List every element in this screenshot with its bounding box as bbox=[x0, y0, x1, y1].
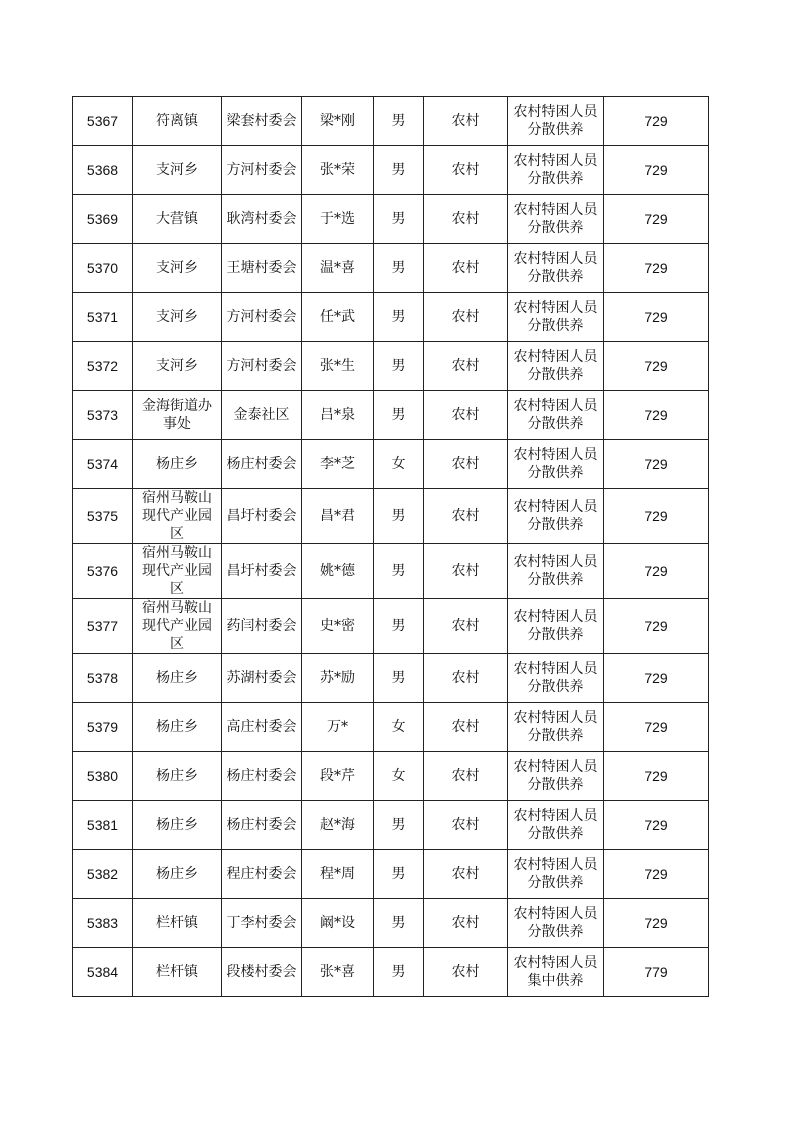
amount-cell: 729 bbox=[604, 489, 709, 544]
area-cell: 农村 bbox=[424, 654, 508, 703]
table-row bbox=[73, 244, 709, 293]
amount-cell: 779 bbox=[604, 948, 709, 997]
village-cell: 方河村委会 bbox=[222, 146, 302, 195]
support-type-cell: 农村特困人员分散供养 bbox=[508, 342, 604, 391]
name-cell: 张*生 bbox=[302, 342, 374, 391]
record-id: 5380 bbox=[73, 752, 133, 801]
name-cell: 阚*设 bbox=[302, 899, 374, 948]
amount-cell: 729 bbox=[604, 342, 709, 391]
support-type-cell: 农村特困人员分散供养 bbox=[508, 195, 604, 244]
table-row bbox=[73, 97, 709, 146]
town-cell: 宿州马鞍山现代产业园区 bbox=[133, 544, 222, 599]
support-type-cell: 农村特困人员分散供养 bbox=[508, 801, 604, 850]
record-id: 5376 bbox=[73, 544, 133, 599]
name-cell: 于*选 bbox=[302, 195, 374, 244]
gender-cell: 男 bbox=[374, 948, 424, 997]
name-cell: 万* bbox=[302, 703, 374, 752]
town-cell: 杨庄乡 bbox=[133, 440, 222, 489]
town-cell: 支河乡 bbox=[133, 146, 222, 195]
town-cell: 杨庄乡 bbox=[133, 654, 222, 703]
village-cell: 王塘村委会 bbox=[222, 244, 302, 293]
name-cell: 梁*刚 bbox=[302, 97, 374, 146]
table-row bbox=[73, 654, 709, 703]
amount-cell: 729 bbox=[604, 146, 709, 195]
table-row bbox=[73, 752, 709, 801]
town-cell: 大营镇 bbox=[133, 195, 222, 244]
amount-cell: 729 bbox=[604, 850, 709, 899]
gender-cell: 男 bbox=[374, 195, 424, 244]
gender-cell: 男 bbox=[374, 146, 424, 195]
area-cell: 农村 bbox=[424, 342, 508, 391]
gender-cell: 男 bbox=[374, 599, 424, 654]
table-row bbox=[73, 195, 709, 244]
town-cell: 杨庄乡 bbox=[133, 850, 222, 899]
name-cell: 吕*泉 bbox=[302, 391, 374, 440]
support-type-cell: 农村特困人员分散供养 bbox=[508, 850, 604, 899]
area-cell: 农村 bbox=[424, 146, 508, 195]
gender-cell: 男 bbox=[374, 244, 424, 293]
table-row bbox=[73, 599, 709, 654]
table-row bbox=[73, 703, 709, 752]
town-cell: 金海街道办事处 bbox=[133, 391, 222, 440]
table-row bbox=[73, 850, 709, 899]
village-cell: 丁李村委会 bbox=[222, 899, 302, 948]
amount-cell: 729 bbox=[604, 801, 709, 850]
name-cell: 张*喜 bbox=[302, 948, 374, 997]
village-cell: 方河村委会 bbox=[222, 342, 302, 391]
town-cell: 杨庄乡 bbox=[133, 752, 222, 801]
area-cell: 农村 bbox=[424, 801, 508, 850]
village-cell: 方河村委会 bbox=[222, 293, 302, 342]
area-cell: 农村 bbox=[424, 293, 508, 342]
area-cell: 农村 bbox=[424, 703, 508, 752]
table-row bbox=[73, 293, 709, 342]
area-cell: 农村 bbox=[424, 599, 508, 654]
area-cell: 农村 bbox=[424, 899, 508, 948]
area-cell: 农村 bbox=[424, 440, 508, 489]
area-cell: 农村 bbox=[424, 391, 508, 440]
town-cell: 栏杆镇 bbox=[133, 899, 222, 948]
town-cell: 杨庄乡 bbox=[133, 801, 222, 850]
amount-cell: 729 bbox=[604, 244, 709, 293]
gender-cell: 男 bbox=[374, 391, 424, 440]
amount-cell: 729 bbox=[604, 97, 709, 146]
village-cell: 段楼村委会 bbox=[222, 948, 302, 997]
name-cell: 李*芝 bbox=[302, 440, 374, 489]
name-cell: 任*武 bbox=[302, 293, 374, 342]
record-id: 5369 bbox=[73, 195, 133, 244]
village-cell: 杨庄村委会 bbox=[222, 752, 302, 801]
name-cell: 苏*励 bbox=[302, 654, 374, 703]
table-row bbox=[73, 801, 709, 850]
record-id: 5384 bbox=[73, 948, 133, 997]
record-id: 5378 bbox=[73, 654, 133, 703]
village-cell: 金泰社区 bbox=[222, 391, 302, 440]
support-type-cell: 农村特困人员分散供养 bbox=[508, 391, 604, 440]
support-type-cell: 农村特困人员分散供养 bbox=[508, 97, 604, 146]
gender-cell: 男 bbox=[374, 342, 424, 391]
town-cell: 支河乡 bbox=[133, 244, 222, 293]
gender-cell: 女 bbox=[374, 703, 424, 752]
village-cell: 梁套村委会 bbox=[222, 97, 302, 146]
gender-cell: 男 bbox=[374, 654, 424, 703]
amount-cell: 729 bbox=[604, 654, 709, 703]
record-id: 5368 bbox=[73, 146, 133, 195]
name-cell: 赵*海 bbox=[302, 801, 374, 850]
name-cell: 史*密 bbox=[302, 599, 374, 654]
record-id: 5367 bbox=[73, 97, 133, 146]
table-row bbox=[73, 391, 709, 440]
gender-cell: 男 bbox=[374, 850, 424, 899]
table-row bbox=[73, 440, 709, 489]
name-cell: 温*喜 bbox=[302, 244, 374, 293]
town-cell: 宿州马鞍山现代产业园区 bbox=[133, 599, 222, 654]
amount-cell: 729 bbox=[604, 703, 709, 752]
area-cell: 农村 bbox=[424, 752, 508, 801]
area-cell: 农村 bbox=[424, 97, 508, 146]
village-cell: 程庄村委会 bbox=[222, 850, 302, 899]
record-id: 5382 bbox=[73, 850, 133, 899]
record-id: 5370 bbox=[73, 244, 133, 293]
support-type-cell: 农村特困人员分散供养 bbox=[508, 654, 604, 703]
amount-cell: 729 bbox=[604, 899, 709, 948]
record-id: 5374 bbox=[73, 440, 133, 489]
town-cell: 杨庄乡 bbox=[133, 703, 222, 752]
support-type-cell: 农村特困人员分散供养 bbox=[508, 544, 604, 599]
amount-cell: 729 bbox=[604, 293, 709, 342]
village-cell: 昌圩村委会 bbox=[222, 489, 302, 544]
gender-cell: 男 bbox=[374, 544, 424, 599]
area-cell: 农村 bbox=[424, 195, 508, 244]
town-cell: 符离镇 bbox=[133, 97, 222, 146]
table-row bbox=[73, 544, 709, 599]
name-cell: 段*芹 bbox=[302, 752, 374, 801]
gender-cell: 男 bbox=[374, 489, 424, 544]
table-row bbox=[73, 342, 709, 391]
support-type-cell: 农村特困人员分散供养 bbox=[508, 752, 604, 801]
records-table bbox=[72, 96, 709, 997]
town-cell: 支河乡 bbox=[133, 342, 222, 391]
name-cell: 昌*君 bbox=[302, 489, 374, 544]
village-cell: 杨庄村委会 bbox=[222, 801, 302, 850]
table-row bbox=[73, 899, 709, 948]
table-body bbox=[73, 97, 709, 997]
name-cell: 姚*德 bbox=[302, 544, 374, 599]
area-cell: 农村 bbox=[424, 850, 508, 899]
gender-cell: 女 bbox=[374, 752, 424, 801]
record-id: 5381 bbox=[73, 801, 133, 850]
town-cell: 栏杆镇 bbox=[133, 948, 222, 997]
support-type-cell: 农村特困人员分散供养 bbox=[508, 703, 604, 752]
name-cell: 程*周 bbox=[302, 850, 374, 899]
village-cell: 药闫村委会 bbox=[222, 599, 302, 654]
support-type-cell: 农村特困人员分散供养 bbox=[508, 440, 604, 489]
name-cell: 张*荣 bbox=[302, 146, 374, 195]
amount-cell: 729 bbox=[604, 752, 709, 801]
town-cell: 支河乡 bbox=[133, 293, 222, 342]
gender-cell: 男 bbox=[374, 801, 424, 850]
village-cell: 苏湖村委会 bbox=[222, 654, 302, 703]
support-type-cell: 农村特困人员分散供养 bbox=[508, 599, 604, 654]
record-id: 5373 bbox=[73, 391, 133, 440]
amount-cell: 729 bbox=[604, 195, 709, 244]
record-id: 5371 bbox=[73, 293, 133, 342]
support-type-cell: 农村特困人员分散供养 bbox=[508, 899, 604, 948]
gender-cell: 女 bbox=[374, 440, 424, 489]
village-cell: 耿湾村委会 bbox=[222, 195, 302, 244]
village-cell: 杨庄村委会 bbox=[222, 440, 302, 489]
table-row bbox=[73, 948, 709, 997]
record-id: 5379 bbox=[73, 703, 133, 752]
amount-cell: 729 bbox=[604, 544, 709, 599]
gender-cell: 男 bbox=[374, 899, 424, 948]
village-cell: 昌圩村委会 bbox=[222, 544, 302, 599]
record-id: 5377 bbox=[73, 599, 133, 654]
amount-cell: 729 bbox=[604, 599, 709, 654]
support-type-cell: 农村特困人员分散供养 bbox=[508, 293, 604, 342]
amount-cell: 729 bbox=[604, 440, 709, 489]
area-cell: 农村 bbox=[424, 948, 508, 997]
support-type-cell: 农村特困人员分散供养 bbox=[508, 244, 604, 293]
support-type-cell: 农村特困人员集中供养 bbox=[508, 948, 604, 997]
area-cell: 农村 bbox=[424, 544, 508, 599]
area-cell: 农村 bbox=[424, 489, 508, 544]
support-type-cell: 农村特困人员分散供养 bbox=[508, 489, 604, 544]
table-row bbox=[73, 489, 709, 544]
record-id: 5375 bbox=[73, 489, 133, 544]
gender-cell: 男 bbox=[374, 97, 424, 146]
record-id: 5383 bbox=[73, 899, 133, 948]
area-cell: 农村 bbox=[424, 244, 508, 293]
town-cell: 宿州马鞍山现代产业园区 bbox=[133, 489, 222, 544]
support-type-cell: 农村特困人员分散供养 bbox=[508, 146, 604, 195]
record-id: 5372 bbox=[73, 342, 133, 391]
table-row bbox=[73, 146, 709, 195]
amount-cell: 729 bbox=[604, 391, 709, 440]
gender-cell: 男 bbox=[374, 293, 424, 342]
village-cell: 高庄村委会 bbox=[222, 703, 302, 752]
